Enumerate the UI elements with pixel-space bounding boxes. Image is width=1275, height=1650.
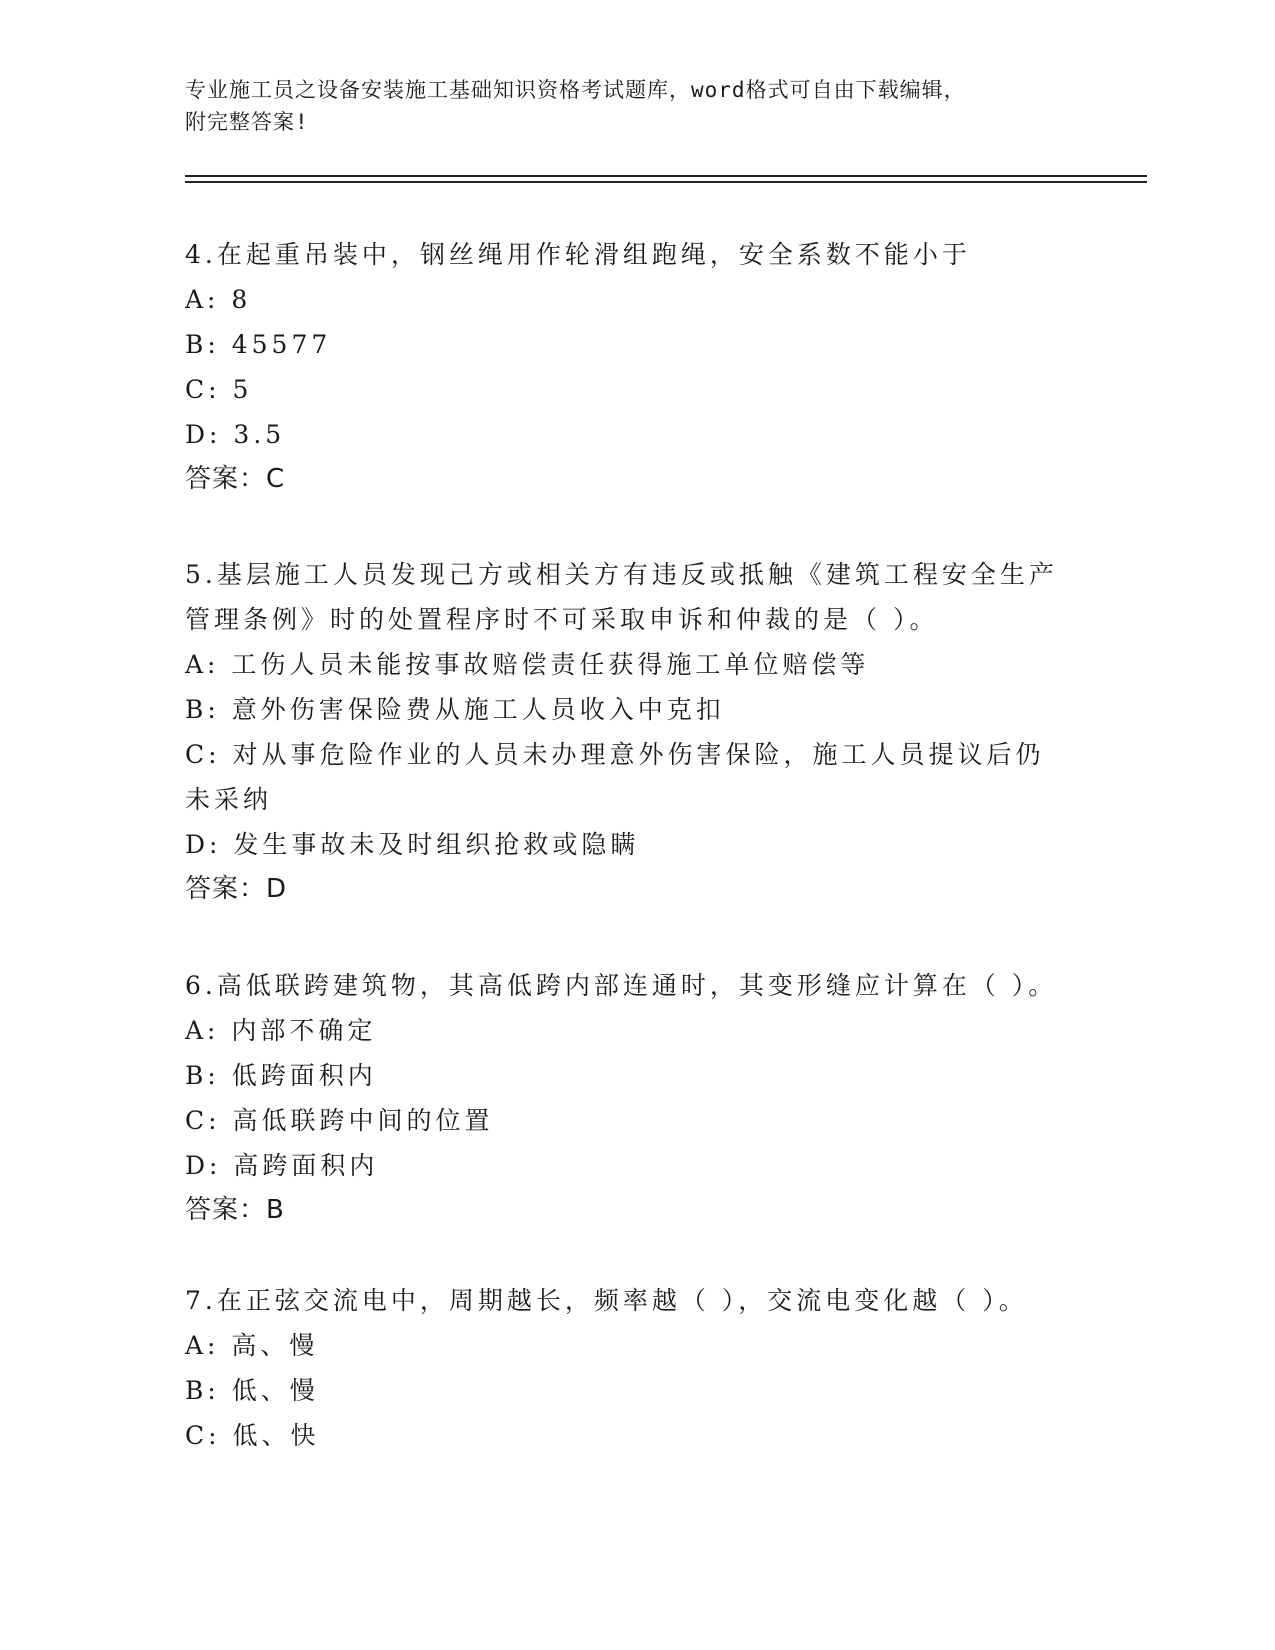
answer-label: 答案：D <box>185 874 288 904</box>
answer-label: 答案：C <box>185 464 286 494</box>
option-a: A: 8 <box>185 285 252 314</box>
question-6 <box>185 963 1085 1233</box>
question-stem: 6.高低联跨建筑物，其高低跨内部连通时，其变形缝应计算在（ ）。 <box>185 971 1058 1000</box>
option-d: D: 发生事故未及时组织抢救或隐瞒 <box>185 830 640 859</box>
option-b: B: 45577 <box>185 330 332 359</box>
question-5 <box>185 552 1085 912</box>
option-b: B: 低、慢 <box>185 1376 319 1405</box>
question-4 <box>185 232 1085 502</box>
option-a: A: 高、慢 <box>185 1331 319 1360</box>
answer-label: 答案：B <box>185 1195 285 1225</box>
header-line-2: 附完整答案! <box>185 110 309 134</box>
option-c: C: 高低联跨中间的位置 <box>185 1106 494 1135</box>
option-b: B: 低跨面积内 <box>185 1061 377 1090</box>
option-a: A: 工伤人员未能按事故赔偿责任获得施工单位赔偿等 <box>185 650 870 679</box>
question-7 <box>185 1278 1085 1458</box>
question-stem: 4.在起重吊装中，钢丝绳用作轮滑组跑绳，安全系数不能小于 <box>185 240 971 269</box>
question-stem: 5.基层施工人员发现己方或相关方有违反或抵触《建筑工程安全生产管理条例》时的处置程序时不可采取申诉和仲裁的是（ ）。 <box>185 560 1058 634</box>
option-c: C: 5 <box>185 375 253 404</box>
option-d: D: 3.5 <box>185 420 286 449</box>
option-b: B: 意外伤害保险费从施工人员收入中克扣 <box>185 695 725 724</box>
question-stem: 7.在正弦交流电中，周期越长，频率越（ ），交流电变化越（ ）。 <box>185 1286 1028 1315</box>
header-divider-top <box>185 175 1147 177</box>
option-a: A: 内部不确定 <box>185 1016 377 1045</box>
option-c: C: 低、快 <box>185 1421 320 1450</box>
option-d: D: 高跨面积内 <box>185 1151 379 1180</box>
option-c: C: 对从事危险作业的人员未办理意外伤害保险，施工人员提议后仍未采纳 <box>185 740 1045 814</box>
header-divider-bottom <box>185 181 1147 183</box>
header-line-1: 专业施工员之设备安装施工基础知识资格考试题库，word格式可自由下载编辑， <box>185 78 966 102</box>
document-header <box>185 74 1085 138</box>
